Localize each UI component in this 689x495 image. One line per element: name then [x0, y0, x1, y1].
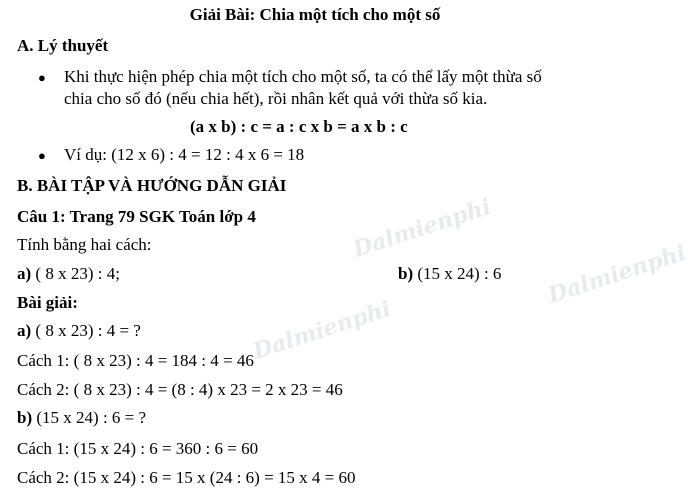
example-label: Ví dụ: [64, 145, 107, 164]
watermark: Dalmienphi [350, 193, 495, 263]
solution-b [17, 407, 146, 429]
formula: (a x b) : c = a : c x b = a x b : c [190, 117, 408, 136]
question-b-label: b) [398, 264, 414, 283]
solution-a-method1: Cách 1: ( 8 x 23) : 4 = 184 : 4 = 46 [17, 351, 254, 370]
solution-a-label: a) [17, 321, 32, 340]
solution-a [17, 320, 141, 342]
watermark: Dalmienphi [545, 239, 689, 309]
question-a-expr: ( 8 x 23) : 4; [35, 264, 120, 283]
solution-a-method2: Cách 2: ( 8 x 23) : 4 = (8 : 4) x 23 = 2 x 23 = 46 [17, 380, 343, 399]
question-a [17, 263, 120, 285]
exercises-heading: B. BÀI TẬP VÀ HƯỚNG DẪN GIẢI [17, 176, 287, 195]
question-prompt: Tính bằng hai cách: [17, 235, 152, 254]
solution-b-method1: Cách 1: (15 x 24) : 6 = 360 : 6 = 60 [17, 439, 259, 458]
bullet-icon: ● [38, 70, 46, 85]
example [64, 144, 304, 166]
solution-b-label: b) [17, 408, 33, 427]
question-b-expr: (15 x 24) : 6 [417, 264, 502, 283]
example-expr: (12 x 6) : 4 = 12 : 4 x 6 = 18 [111, 145, 305, 164]
question-title: Câu 1: Trang 79 SGK Toán lớp 4 [17, 207, 256, 226]
question-b [398, 263, 501, 285]
solution-a-expr: ( 8 x 23) : 4 = ? [35, 321, 141, 340]
solution-b-expr: (15 x 24) : 6 = ? [36, 408, 147, 427]
page-title: Giải Bài: Chia một tích cho một số [189, 5, 441, 24]
theory-heading: A. Lý thuyết [17, 36, 109, 55]
bullet-icon: ● [38, 148, 46, 163]
question-a-label: a) [17, 264, 32, 283]
theory-text-line1: Khi thực hiện phép chia một tích cho một số, ta có thể lấy một thừa số [64, 67, 542, 86]
theory-text-line2: chia cho số đó (nếu chia hết), rồi nhân kết quả với thừa số kia. [64, 89, 488, 108]
watermark: Dalmienphi [250, 295, 395, 365]
solution-heading: Bài giải: [17, 293, 78, 312]
solution-b-method2: Cách 2: (15 x 24) : 6 = 15 x (24 : 6) = 15 x 4 = 60 [17, 468, 356, 487]
